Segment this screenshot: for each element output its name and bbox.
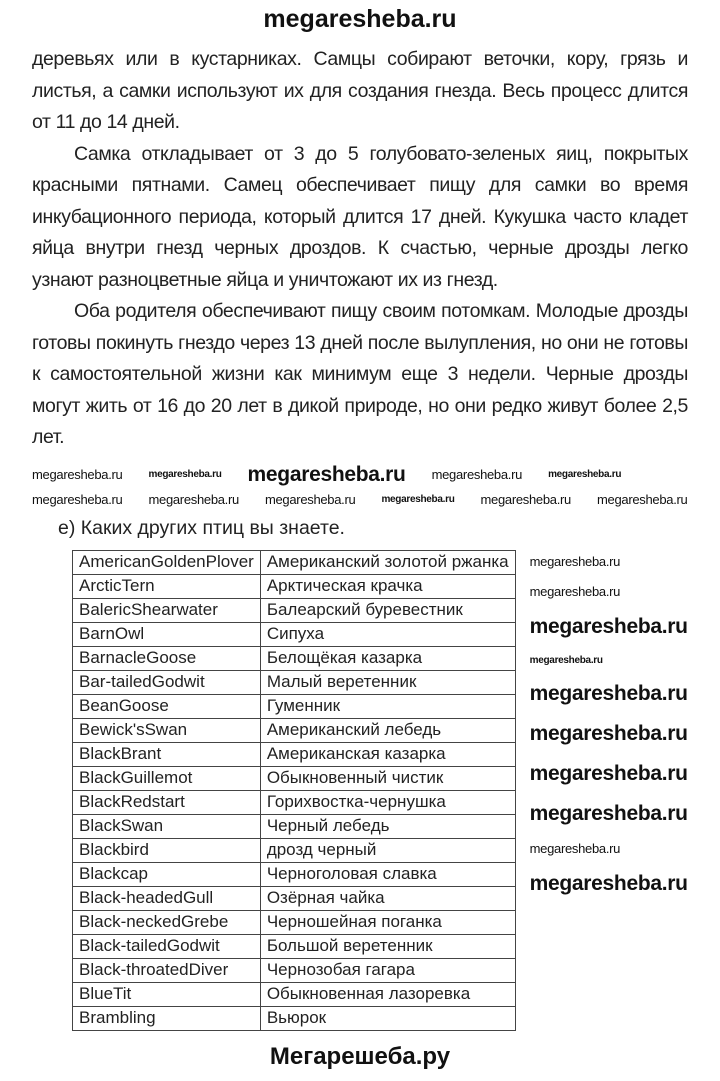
table-row xyxy=(73,886,516,910)
bird-name-english: Brambling xyxy=(73,1006,261,1030)
question-e: е) Каких других птиц вы знаете. xyxy=(58,516,345,539)
bird-name-russian: дрозд черный xyxy=(260,838,515,862)
watermark: megaresheba.ru xyxy=(431,466,523,482)
table-row xyxy=(73,862,516,886)
watermark: megaresheba.ru xyxy=(264,491,356,507)
bird-name-russian: Американский золотой ржанка xyxy=(260,550,515,574)
bird-name-russian: Белощёкая казарка xyxy=(260,646,515,670)
table-row xyxy=(73,1006,516,1030)
watermark: megaresheba.ru xyxy=(529,583,621,599)
watermark: megaresheba.ru xyxy=(148,469,222,480)
watermark: megaresheba.ru xyxy=(529,681,688,705)
watermark-column xyxy=(530,550,720,897)
table-row xyxy=(73,766,516,790)
watermark: megaresheba.ru xyxy=(148,491,239,507)
paragraph: Самка откладывает от 3 до 5 голубовато-зеленых яиц, покрытых красными пятнами. Самец обеспечивает пищу для самки во время инкубационного периода, который длится 17 дней. Кукушка часто кладет яйца внутри гнезд черных дроздов. К счастью, черные дрозды легко узнают разноцветные яйца и уничтожают их из гнезд. xyxy=(32,142,688,291)
bird-name-russian: Малый веретенник xyxy=(260,670,515,694)
bird-name-english: BarnOwl xyxy=(73,622,261,646)
bird-name-russian: Обыкновенный чистик xyxy=(260,766,515,790)
bird-name-english: Blackcap xyxy=(73,862,261,886)
table-row xyxy=(73,694,516,718)
bird-name-english: BlackBrant xyxy=(73,742,261,766)
watermark: megaresheba.ru xyxy=(480,491,571,507)
bird-name-russian: Американская казарка xyxy=(260,742,515,766)
bird-name-russian: Гуменник xyxy=(260,694,515,718)
watermark: megaresheba.ru xyxy=(529,614,688,638)
watermark: megaresheba.ru xyxy=(529,654,603,666)
bird-name-russian: Озёрная чайка xyxy=(260,886,515,910)
table-row xyxy=(73,550,516,574)
watermark: megaresheba.ru xyxy=(381,494,455,505)
table-row xyxy=(73,910,516,934)
table-row xyxy=(73,622,516,646)
bird-name-russian: Черный лебедь xyxy=(260,814,515,838)
table-row xyxy=(73,814,516,838)
watermark: megaresheba.ru xyxy=(529,553,621,569)
bird-name-russian: Черноголовая славка xyxy=(260,862,515,886)
bird-name-russian: Американский лебедь xyxy=(260,718,515,742)
paragraph: Оба родителя обеспечивают пищу своим потомкам. Молодые дрозды готовы покинуть гнездо через 13 дней после вылупления, но они не готовы к самостоятельной жизни как минимум еще 3 недели. Черные дрозды могут жить от 16 до 20 лет в дикой природе, но они редко живут более 2,5 лет. xyxy=(32,300,688,448)
bird-name-english: BalericShearwater xyxy=(73,598,261,622)
birds-table xyxy=(72,550,516,1031)
watermark-row xyxy=(32,462,688,508)
bird-name-russian: Чернозобая гагара xyxy=(260,958,515,982)
bird-name-english: Bar-tailedGodwit xyxy=(73,670,261,694)
article-text xyxy=(32,44,688,454)
bird-name-english: ArcticTern xyxy=(73,574,261,598)
watermark: megaresheba.ru xyxy=(529,801,688,825)
bird-name-english: BlackRedstart xyxy=(73,790,261,814)
table-row xyxy=(73,838,516,862)
watermark: megaresheba.ru xyxy=(529,840,621,856)
watermark: megaresheba.ru xyxy=(529,761,688,785)
watermark: megaresheba.ru xyxy=(32,491,123,507)
table-row xyxy=(73,958,516,982)
bird-name-russian: Большой веретенник xyxy=(260,934,515,958)
bird-name-english: BarnacleGoose xyxy=(73,646,261,670)
bird-name-russian: Черношейная поганка xyxy=(260,910,515,934)
table-area xyxy=(72,550,720,1031)
table-row xyxy=(73,646,516,670)
bird-name-english: BlackSwan xyxy=(73,814,261,838)
table-row xyxy=(73,742,516,766)
bird-name-russian: Горихвостка-чернушка xyxy=(260,790,515,814)
bird-name-russian: Вьюрок xyxy=(260,1006,515,1030)
bird-name-english: Bewick'sSwan xyxy=(73,718,261,742)
watermark: megaresheba.ru xyxy=(529,871,688,895)
bird-name-russian: Арктическая крачка xyxy=(260,574,515,598)
watermark: megaresheba.ru xyxy=(597,491,688,507)
table-row xyxy=(73,718,516,742)
bird-name-english: Black-headedGull xyxy=(73,886,261,910)
bird-name-english: Blackbird xyxy=(73,838,261,862)
paragraph: деревьях или в кустарниках. Самцы собирают веточки, кору, грязь и листья, а самки используют их для создания гнезда. Весь процесс длится от 11 до 14 дней. xyxy=(32,48,688,133)
watermark: megaresheba.ru xyxy=(247,462,406,486)
bird-name-russian: Обыкновенная лазоревка xyxy=(260,982,515,1006)
table-row xyxy=(73,574,516,598)
table-row xyxy=(73,982,516,1006)
bird-name-english: Black-tailedGodwit xyxy=(73,934,261,958)
bird-name-english: BeanGoose xyxy=(73,694,261,718)
watermark: megaresheba.ru xyxy=(529,721,688,745)
bird-name-english: BlueTit xyxy=(73,982,261,1006)
table-row xyxy=(73,598,516,622)
bird-name-english: Black-throatedDiver xyxy=(73,958,261,982)
watermark: megaresheba.ru xyxy=(32,466,123,482)
bird-name-english: Black-neckedGrebe xyxy=(73,910,261,934)
watermark: megaresheba.ru xyxy=(548,469,622,480)
site-header: megaresheba.ru xyxy=(263,5,457,33)
bird-name-russian: Балеарский буревестник xyxy=(260,598,515,622)
table-row xyxy=(73,934,516,958)
site-footer: Мегарешеба.ру xyxy=(269,1042,451,1070)
table-row xyxy=(73,670,516,694)
bird-name-english: BlackGuillemot xyxy=(73,766,261,790)
bird-name-english: AmericanGoldenPlover xyxy=(73,550,261,574)
bird-name-russian: Сипуха xyxy=(260,622,515,646)
table-row xyxy=(73,790,516,814)
